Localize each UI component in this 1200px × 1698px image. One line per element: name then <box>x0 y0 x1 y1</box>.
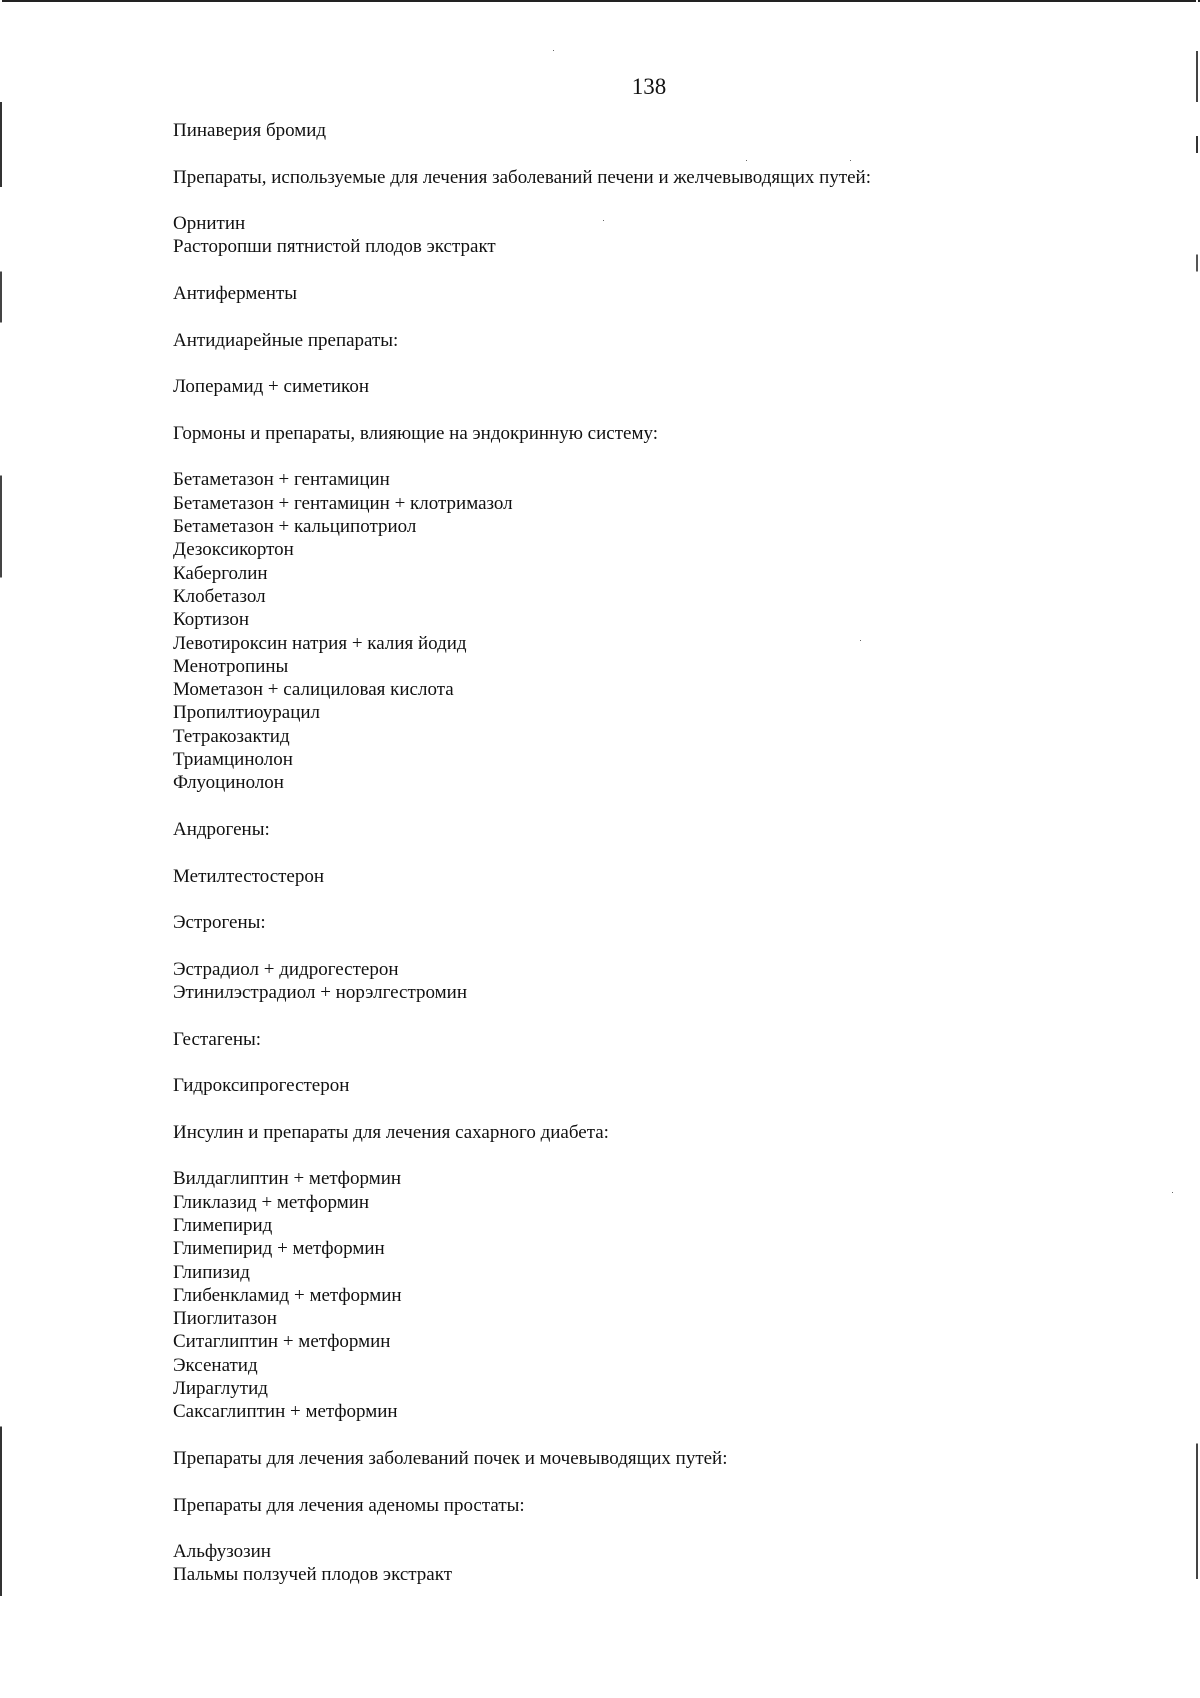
text-line: Саксаглиптин + метформин <box>173 1401 398 1423</box>
text-line: Андрогены: <box>173 818 270 840</box>
text-block <box>173 468 1133 794</box>
paragraph-gap <box>173 445 1133 468</box>
scan-edge-left <box>0 0 2 1698</box>
text-line: Бетаметазон + гентамицин + клотримазол <box>173 492 513 514</box>
text-line: Бетаметазон + гентамицин <box>173 469 390 491</box>
text-line: Антиферменты <box>173 283 298 305</box>
paragraph-gap <box>173 1051 1133 1074</box>
text-block <box>173 1121 1133 1144</box>
text-block <box>173 1167 1133 1423</box>
paragraph-gap <box>173 352 1133 375</box>
text-block <box>173 958 1133 1005</box>
paragraph-gap <box>173 795 1133 818</box>
text-line: Эстрадиол + дидрогестерон <box>173 958 399 980</box>
text-block <box>173 1074 1133 1097</box>
text-line: Препараты, используемые для лечения заболеваний печени и желчевыводящих путей: <box>173 166 871 188</box>
paragraph-gap <box>173 1097 1133 1120</box>
text-line: Триамцинолон <box>173 749 293 771</box>
paragraph-gap <box>173 305 1133 328</box>
paragraph-gap <box>173 399 1133 422</box>
paragraph-gap <box>173 259 1133 282</box>
text-line: Ситаглиптин + метформин <box>173 1331 391 1353</box>
text-line: Метилтестостерон <box>173 865 325 887</box>
text-line: Орнитин <box>173 213 246 235</box>
text-line: Глимепирид <box>173 1214 273 1236</box>
paragraph-gap <box>173 934 1133 957</box>
text-line: Этинилэстрадиол + норэлгестромин <box>173 981 468 1003</box>
text-block <box>173 422 1133 445</box>
text-block <box>173 119 1133 142</box>
text-line: Менотропины <box>173 655 289 677</box>
scan-edge-right <box>1196 0 1198 1698</box>
text-line: Пальмы ползучей плодов экстракт <box>173 1564 453 1586</box>
text-line: Препараты для лечения аденомы простаты: <box>173 1494 525 1516</box>
paragraph-gap <box>173 1470 1133 1493</box>
paragraph-gap <box>173 1004 1133 1027</box>
text-line: Гликлазид + метформин <box>173 1191 370 1213</box>
text-line: Эстрогены: <box>173 912 266 934</box>
paragraph-gap <box>173 841 1133 864</box>
text-block <box>173 818 1133 841</box>
paragraph-gap <box>173 888 1133 911</box>
text-line: Пиоглитазон <box>173 1308 277 1330</box>
paragraph-gap <box>173 1144 1133 1167</box>
text-line: Вилдаглиптин + метформин <box>173 1168 402 1190</box>
paragraph-gap <box>173 1517 1133 1540</box>
text-line: Гидроксипрогестерон <box>173 1075 350 1097</box>
text-line: Пинаверия бромид <box>173 120 327 141</box>
paragraph-gap <box>173 1424 1133 1447</box>
text-line: Флуоцинолон <box>173 772 284 794</box>
text-block <box>173 375 1133 398</box>
text-line: Бетаметазон + кальципотриол <box>173 516 417 538</box>
text-line: Альфузозин <box>173 1541 271 1563</box>
text-block <box>173 1028 1133 1051</box>
text-block <box>173 212 1133 259</box>
text-line: Расторопши пятнистой плодов экстракт <box>173 236 496 258</box>
text-line: Клобетазол <box>173 585 266 607</box>
text-block <box>173 865 1133 888</box>
text-line: Глипизид <box>173 1261 250 1283</box>
text-block <box>173 329 1133 352</box>
text-line: Эксенатид <box>173 1354 258 1376</box>
text-line: Пропилтиоурацил <box>173 702 321 724</box>
text-line: Лоперамид + симетикон <box>173 376 369 398</box>
text-block <box>173 911 1133 934</box>
text-line: Глибенкламид + метформин <box>173 1284 402 1306</box>
text-block <box>173 282 1133 305</box>
page-number: 138 <box>631 74 667 99</box>
text-line: Препараты для лечения заболеваний почек и мочевыводящих путей: <box>173 1447 728 1469</box>
scan-edge-top <box>0 0 1200 2</box>
text-line: Глимепирид + метформин <box>173 1238 385 1260</box>
text-line: Инсулин и препараты для лечения сахарного диабета: <box>173 1121 609 1143</box>
text-line: Дезоксикортон <box>173 539 294 561</box>
text-line: Каберголин <box>173 562 268 584</box>
text-block <box>173 166 1133 189</box>
paragraph-gap <box>173 189 1133 212</box>
text-block <box>173 1494 1133 1517</box>
text-line: Мометазон + салициловая кислота <box>173 679 454 701</box>
scan-speck <box>553 50 554 51</box>
text-line: Гормоны и препараты, влияющие на эндокринную систему: <box>173 422 658 444</box>
text-line: Гестагены: <box>173 1028 262 1050</box>
text-line: Антидиарейные препараты: <box>173 329 399 351</box>
text-line: Кортизон <box>173 609 250 631</box>
text-block <box>173 1447 1133 1470</box>
text-line: Лираглутид <box>173 1378 268 1400</box>
text-block <box>173 1540 1133 1587</box>
text-line: Тетракозактид <box>173 725 290 747</box>
paragraph-gap <box>173 142 1133 165</box>
scan-speck <box>1172 1192 1173 1193</box>
text-line: Левотироксин натрия + калия йодид <box>173 632 467 654</box>
document-body <box>173 119 1133 1587</box>
